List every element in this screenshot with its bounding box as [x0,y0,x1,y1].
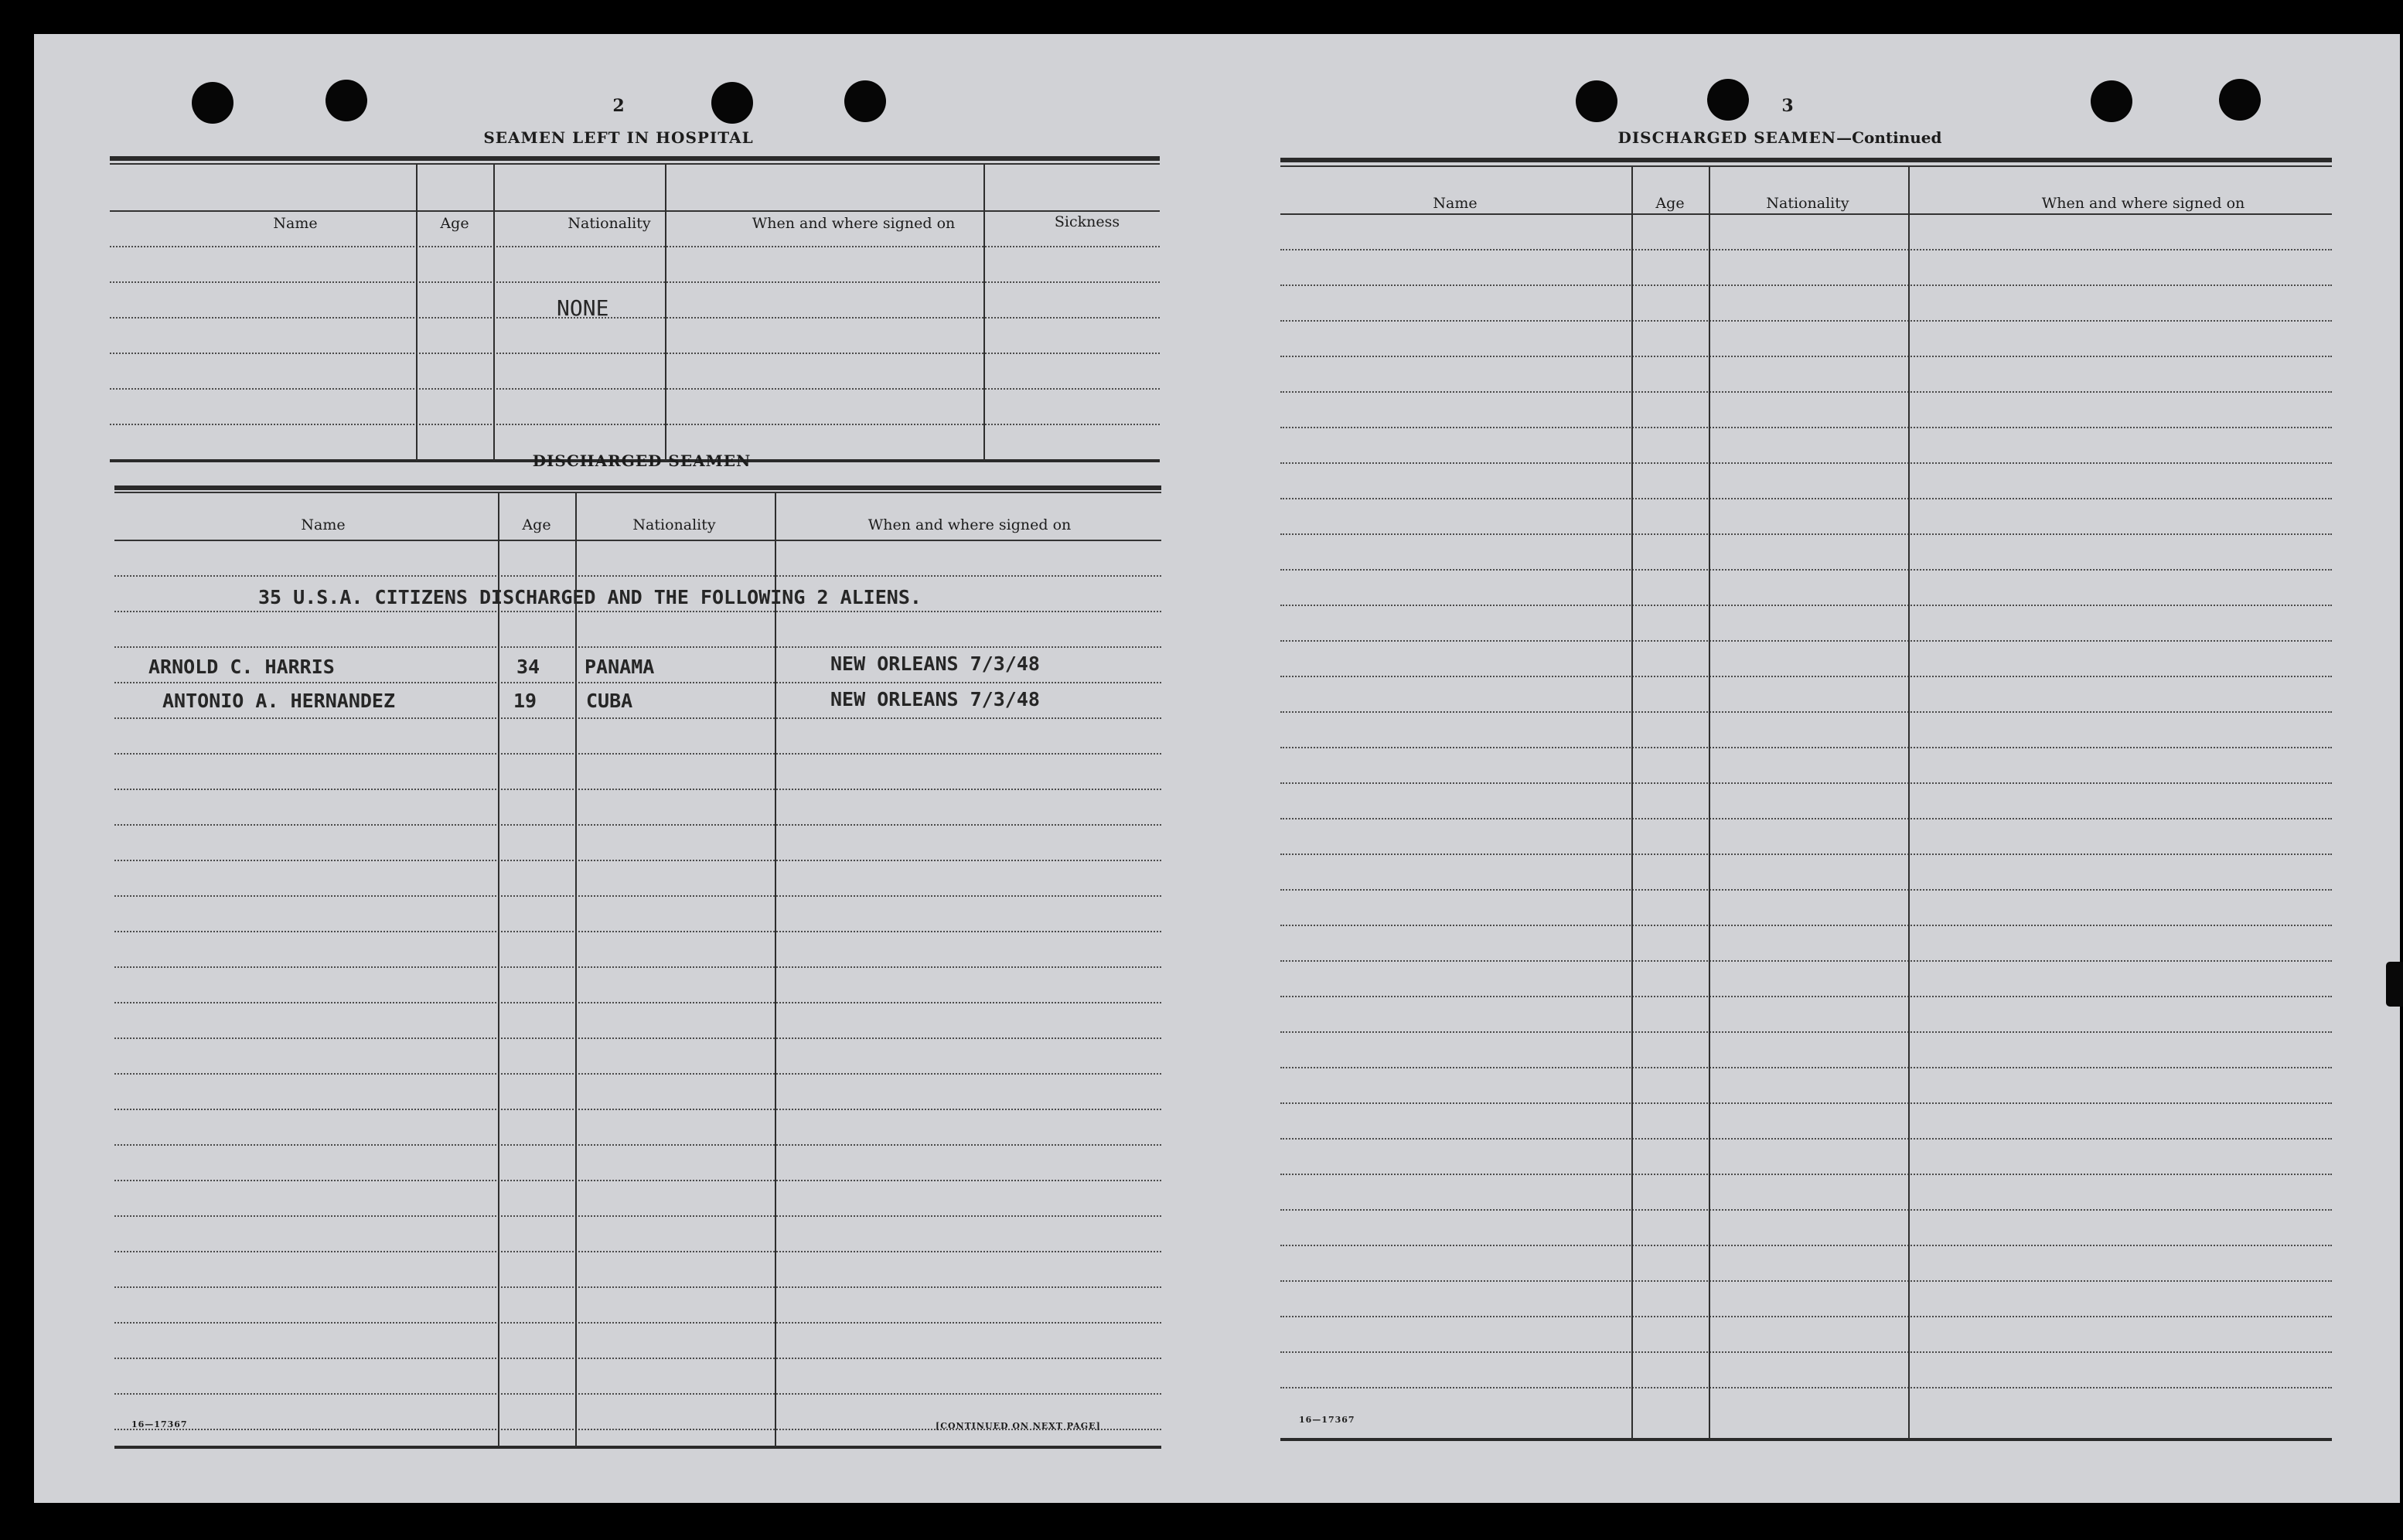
punch-hole [326,80,367,121]
edge-tab [2386,962,2403,1007]
punch-hole [2091,80,2132,122]
punch-hole [844,80,886,122]
discharged-row-1-nationality: PANAMA [585,656,655,678]
right-header-signed-on: When and where signed on [2041,195,2245,212]
form-number-left: 16—17367 [131,1419,188,1429]
discharged-row-2-signed-on: NEW ORLEANS 7/3/48 [830,688,1040,710]
discharged-section-title: DISCHARGED SEAMEN [532,451,752,470]
punch-hole [192,82,233,124]
hospital-header-nationality: Nationality [568,215,651,232]
discharged-table [114,486,1161,1461]
discharged-note: 35 U.S.A. CITIZENS DISCHARGED AND THE FOLLOWING 2 ALIENS. [258,586,922,608]
punch-hole [711,82,753,124]
hospital-header-name: Name [273,215,318,232]
page-number-left: 2 [612,96,625,116]
hospital-entry: NONE [557,295,609,321]
punch-hole [1576,80,1617,122]
discharged-row-1-signed-on: NEW ORLEANS 7/3/48 [830,652,1040,675]
hospital-header-signed-on: When and where signed on [752,215,956,232]
discharged-header-age: Age [522,516,551,533]
hospital-header-age: Age [440,215,469,232]
right-title-suffix: —Continued [1836,128,1942,147]
discharged-header-signed-on: When and where signed on [867,516,1072,533]
hospital-table [110,156,1160,465]
discharged-header-name: Name [301,516,346,533]
right-discharged-table [1280,158,2332,1457]
page-number-right: 3 [1781,96,1794,116]
discharged-row-1-name: ARNOLD C. HARRIS [148,656,335,678]
hospital-header-sickness: Sickness [1054,213,1120,230]
hospital-section-title: SEAMEN LEFT IN HOSPITAL [483,128,754,147]
right-header-nationality: Nationality [1766,195,1849,212]
right-section-title [1617,128,1941,147]
document-sheet [34,34,2400,1503]
punch-hole [1707,79,1749,121]
right-header-age: Age [1655,195,1685,212]
punch-hole [2219,79,2261,121]
form-number-right: 16—17367 [1299,1415,1355,1425]
discharged-row-2-age: 19 [513,690,537,712]
right-title-main: DISCHARGED SEAMEN [1617,128,1837,147]
right-header-name: Name [1433,195,1478,212]
continued-note: [CONTINUED ON NEXT PAGE] [936,1421,1101,1431]
discharged-header-nationality: Nationality [632,516,716,533]
discharged-row-2-name: ANTONIO A. HERNANDEZ [162,690,396,712]
discharged-row-2-nationality: CUBA [586,690,633,712]
discharged-row-1-age: 34 [516,656,540,678]
